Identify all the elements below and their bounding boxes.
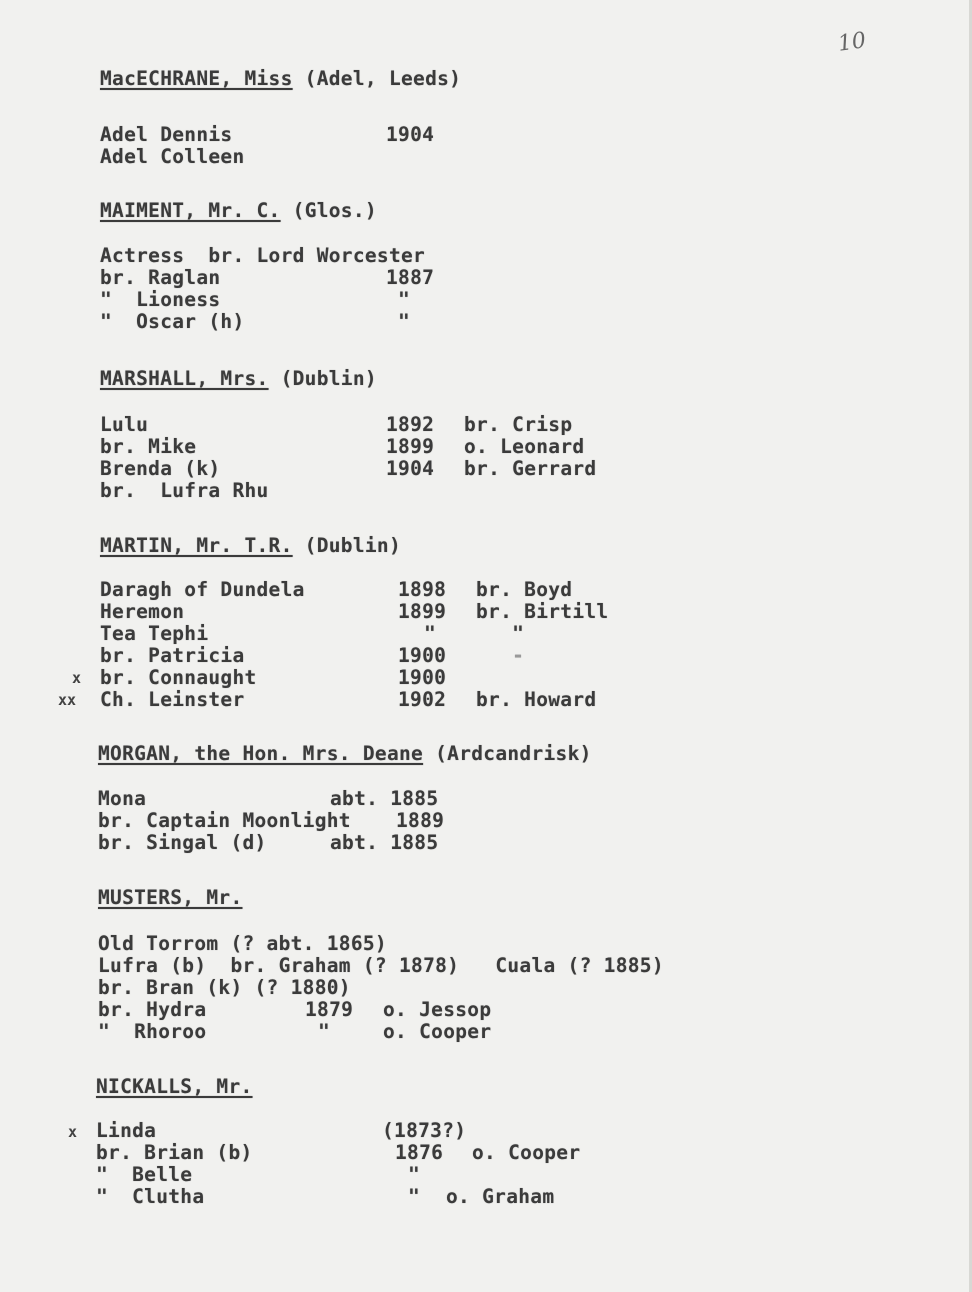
dog-name: Mona <box>98 787 147 810</box>
dog-name: " Lioness <box>100 288 221 311</box>
dog-name: Tea Tephi <box>100 622 209 645</box>
dog-year: " <box>408 1163 421 1186</box>
section-heading: MARTIN, Mr. T.R. (Dublin) <box>100 534 402 557</box>
dog-year: 1898 <box>398 578 447 601</box>
margin-mark: x <box>68 1123 78 1141</box>
dog-year: 1900 <box>398 644 447 667</box>
dog-year: 1899 <box>386 435 435 458</box>
section-heading: MARSHALL, Mrs. (Dublin) <box>100 367 377 390</box>
dog-owner: o. Jessop <box>383 998 492 1021</box>
section-heading: NICKALLS, Mr. <box>96 1075 253 1098</box>
dog-name: Old Torrom (? abt. 1865) <box>98 932 387 955</box>
dog-year: 1892 <box>386 413 435 436</box>
dog-name: br. Captain Moonlight <box>98 809 351 832</box>
dog-owner: o. Graham <box>446 1185 555 1208</box>
dog-name: Lulu <box>100 413 149 436</box>
dog-name: br. Patricia <box>100 644 245 667</box>
dog-name: br. Lufra Rhu <box>100 479 269 502</box>
dog-name: br. Bran (k) (? 1880) <box>98 976 351 999</box>
dog-owner: " <box>476 622 525 645</box>
dog-name: Daragh of Dundela <box>100 578 305 601</box>
dog-year: 1904 <box>386 123 435 146</box>
section-heading: MORGAN, the Hon. Mrs. Deane (Ardcandrisk) <box>98 742 592 765</box>
dog-year: 1887 <box>386 266 435 289</box>
dog-owner: br. Birtill <box>476 600 609 623</box>
dog-name: Brenda (k) <box>100 457 221 480</box>
dog-owner: o. Cooper <box>472 1141 581 1164</box>
dog-name: br. Brian (b) <box>96 1141 253 1164</box>
dog-name: br. Mike <box>100 435 197 458</box>
dog-owner: o. Cooper <box>383 1020 492 1043</box>
dog-owner: br. Boyd <box>476 578 573 601</box>
dog-year: abt. 1885 <box>330 787 439 810</box>
dog-name: " Rhoroo <box>98 1020 207 1043</box>
dog-name: Lufra (b) br. Graham (? 1878) Cuala (? 1885) <box>98 954 664 977</box>
dog-year: " <box>424 622 437 645</box>
dog-owner: br. Crisp <box>464 413 573 436</box>
dog-name: Adel Colleen <box>100 145 245 168</box>
dog-year: 1904 <box>386 457 435 480</box>
dog-owner: - <box>476 644 525 667</box>
dog-year: 1900 <box>398 666 447 689</box>
dog-name: Ch. Leinster <box>100 688 245 711</box>
dog-owner: br. Howard <box>476 688 597 711</box>
dog-name: Actress br. Lord Worcester <box>100 244 426 267</box>
dog-name: Linda <box>96 1119 157 1142</box>
dog-year: abt. 1885 <box>330 831 439 854</box>
dog-name: " Clutha <box>96 1185 205 1208</box>
dog-year: 1899 <box>398 600 447 623</box>
dog-name: Heremon <box>100 600 185 623</box>
page-number: 10 <box>836 28 868 57</box>
dog-name: " Belle <box>96 1163 193 1186</box>
dog-name: Adel Dennis <box>100 123 233 146</box>
dog-year: 1879 <box>305 998 354 1021</box>
dog-year: (1873?) <box>382 1119 467 1142</box>
dog-owner: o. Leonard <box>464 435 585 458</box>
dog-name: br. Singal (d) <box>98 831 267 854</box>
dog-name: br. Hydra <box>98 998 207 1021</box>
margin-mark: x <box>72 669 82 687</box>
section-heading: MUSTERS, Mr. <box>98 886 243 909</box>
section-heading: MacECHRANE, Miss (Adel, Leeds) <box>100 67 462 90</box>
dog-year: 1902 <box>398 688 447 711</box>
dog-year: " <box>398 288 411 311</box>
section-heading: MAIMENT, Mr. C. (Glos.) <box>100 199 377 222</box>
dog-name: br. Raglan <box>100 266 221 289</box>
dog-year: " <box>408 1185 421 1208</box>
dog-year: " <box>318 1020 331 1043</box>
dog-name: br. Connaught <box>100 666 257 689</box>
dog-year: 1876 <box>395 1141 444 1164</box>
dog-year: " <box>398 310 411 333</box>
dog-year: 1889 <box>396 809 445 832</box>
margin-mark: xx <box>58 691 77 709</box>
dog-owner: br. Gerrard <box>464 457 597 480</box>
dog-name: " Oscar (h) <box>100 310 245 333</box>
